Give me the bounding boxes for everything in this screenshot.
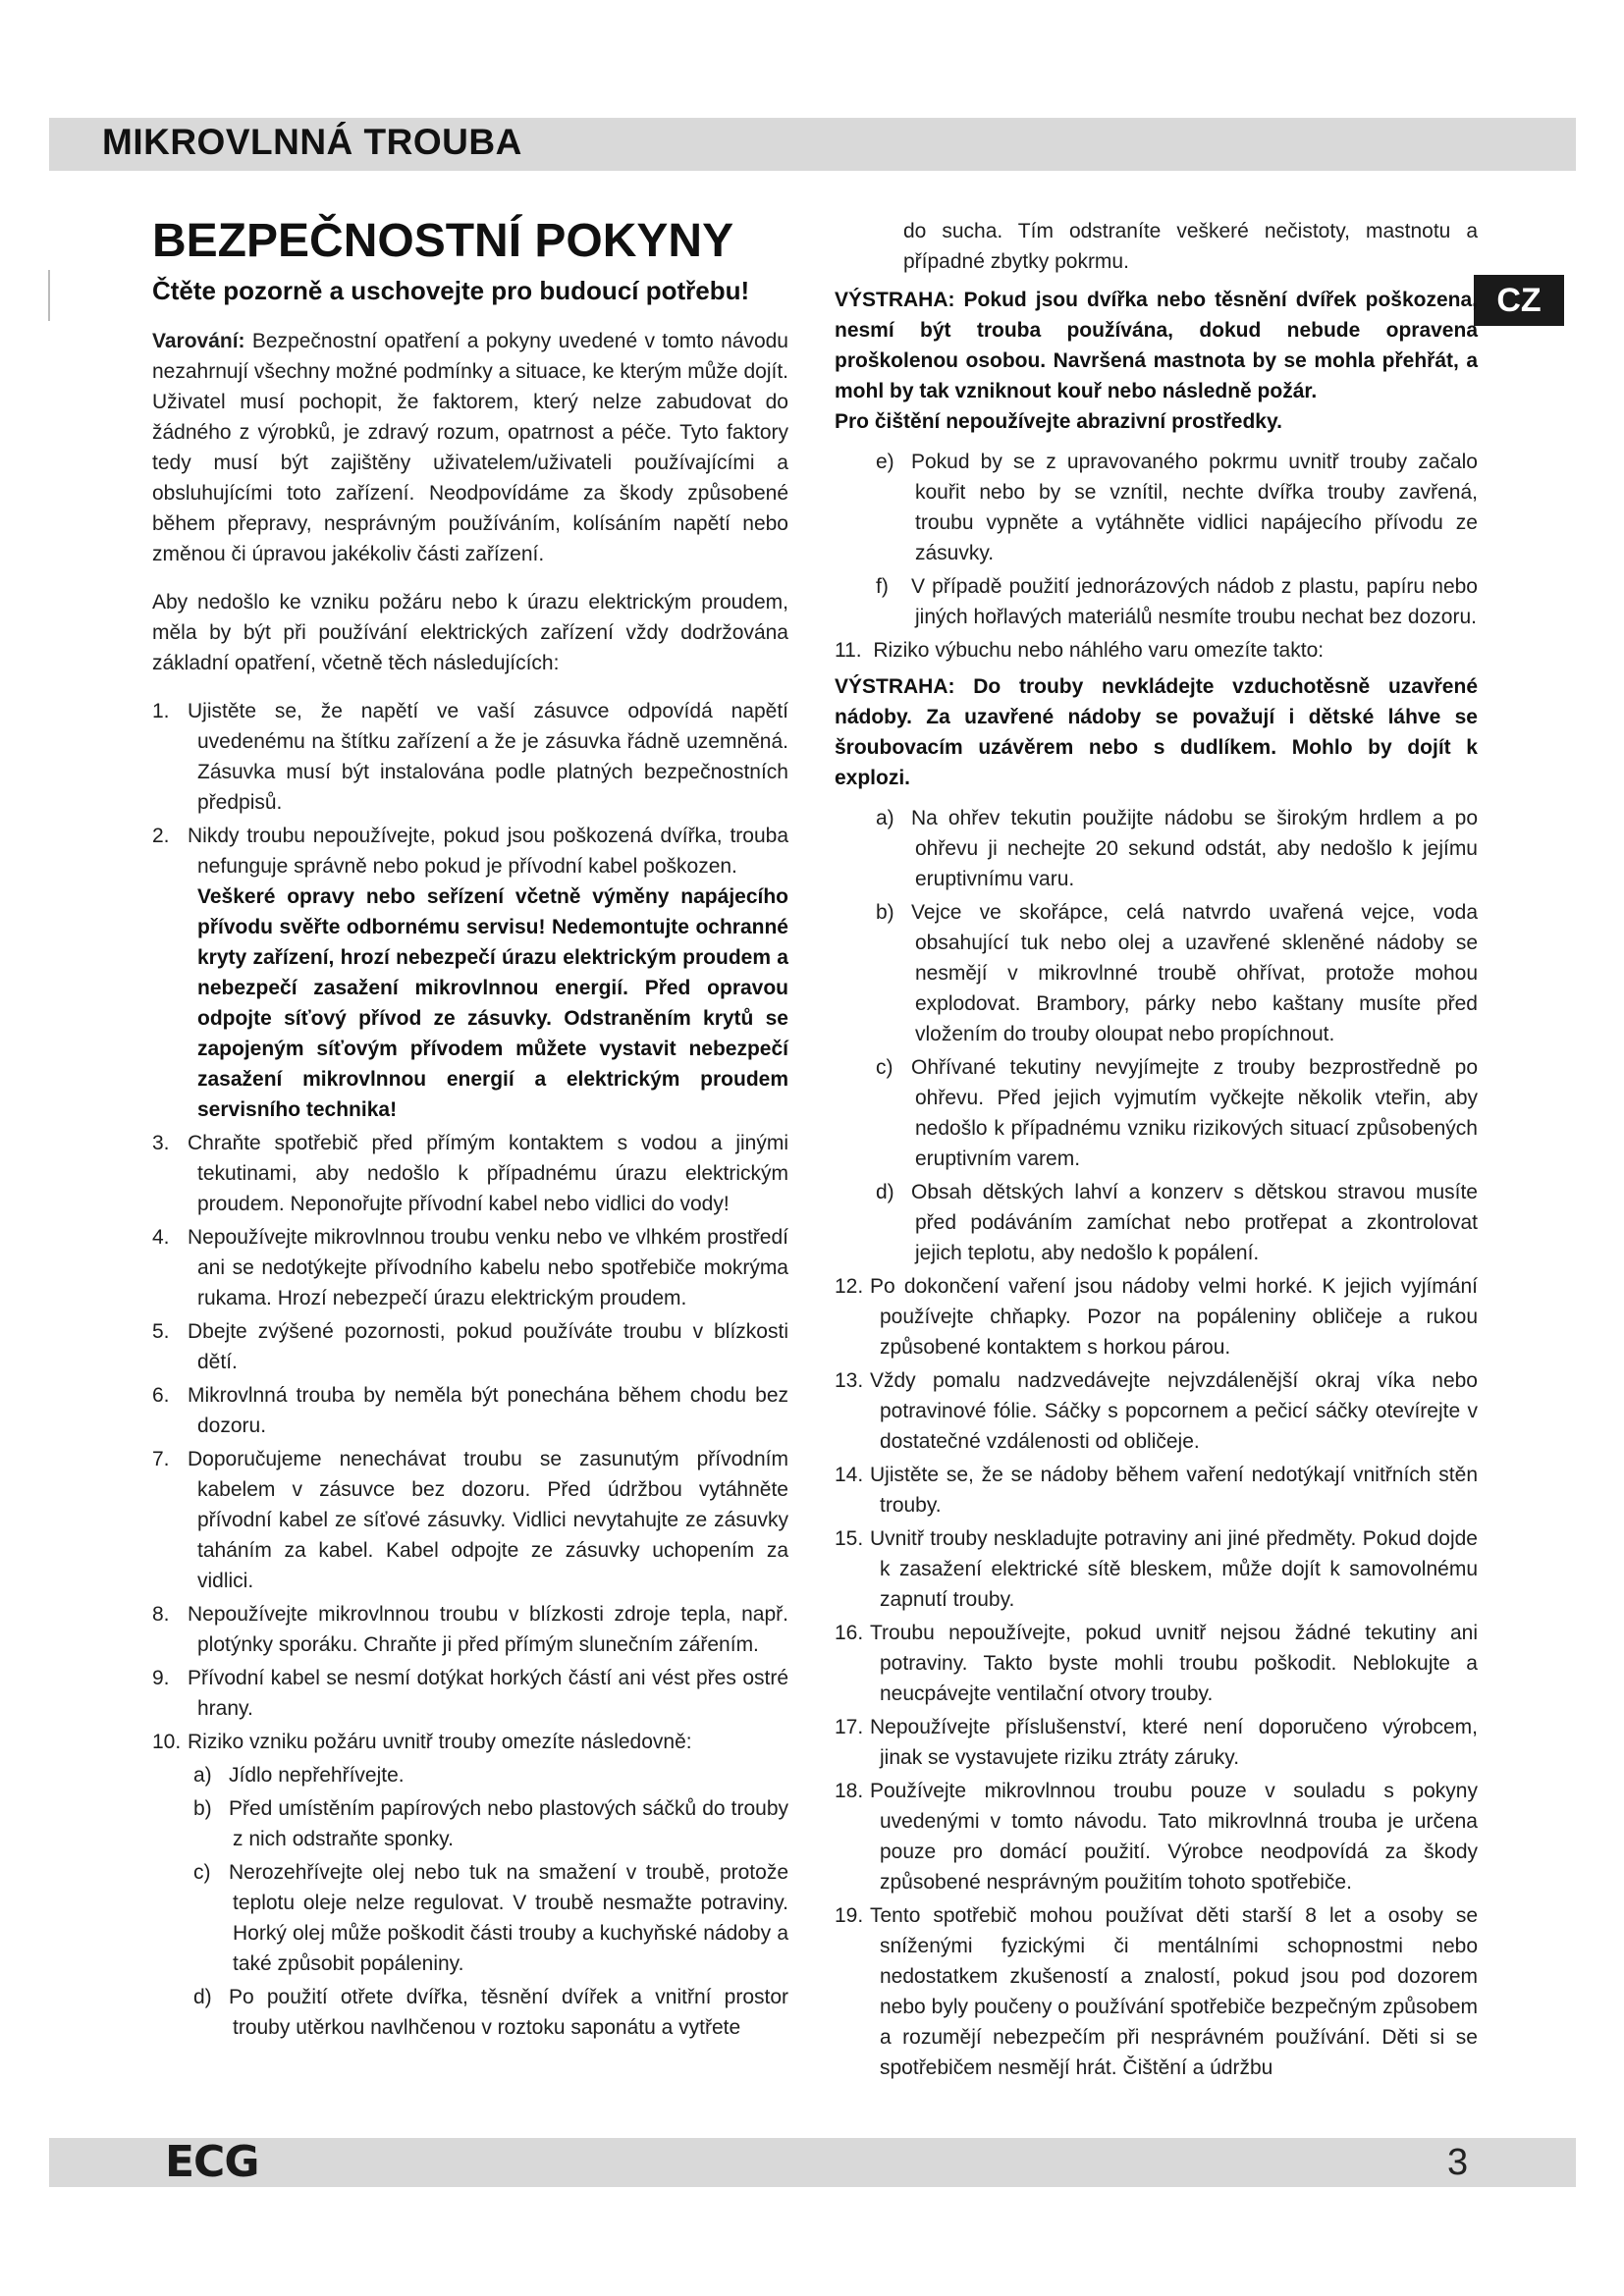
list-item: [152, 696, 788, 818]
item-number: 15.: [835, 1527, 864, 1550]
item-number: 2.: [152, 825, 170, 847]
right-column: [835, 218, 1478, 2086]
item-number: 16.: [835, 1622, 864, 1644]
item-number: 14.: [835, 1464, 864, 1486]
item-number: a): [193, 1764, 212, 1787]
list-item: [152, 1599, 788, 1660]
list-item: [152, 1128, 788, 1219]
sublist-11: [846, 803, 1478, 1268]
item-text: Vejce ve skořápce, celá natvrdo uvařená vejce, voda obsahující tuk nebo olej a uzavřené skleněné nádoby se nesmějí v mikrovlnné troubě ohřívat, protože mohou explodovat. Brambory, párky nebo kaštany musíte před vložením do trouby oloupat nebo propíchnout.: [911, 901, 1478, 1045]
item-text: Troubu nepoužívejte, pokud uvnitř nejsou žádné tekutiny ani potraviny. Takto byste mohli troubu poškodit. Neblokujte a neucpávejte ventilační otvory trouby.: [870, 1622, 1478, 1705]
item-text: Přívodní kabel se nesmí dotýkat horkých částí ani vést přes ostré hrany.: [188, 1667, 788, 1720]
warning-box-1: VÝSTRAHA: Pokud jsou dvířka nebo těsnění dvířek poškozena, nesmí být trouba používána, dokud nebude opravena proškolenou osobou. Navršená mastnota by se mohla přehřát, a mohl by tak vzniknout kouř nebo následně požár.: [835, 289, 1478, 402]
intro-paragraph: Aby nedošlo ke vzniku požáru nebo k úrazu elektrickým proudem, měla by být při používání elektrických zařízení vždy dodržována základní opatření, včetně těch následujících:: [152, 591, 788, 674]
item-text: Pokud by se z upravovaného pokrmu uvnitř trouby začalo kouřit nebo by se vznítil, nechte dvířka trouby zavřená, troubu vypněte a vytáhněte vidlici napájecího přívodu ze zásuvky.: [911, 451, 1478, 564]
item-number: d): [193, 1986, 212, 2008]
header-title: MIKROVLNNÁ TROUBA: [102, 122, 522, 162]
item-text: V případě použití jednorázových nádob z plastu, papíru nebo jiných hořlavých materiálů nesmíte troubu nechat bez dozoru.: [911, 575, 1478, 628]
item-text: Nikdy troubu nepoužívejte, pokud jsou poškozená dvířka, trouba nefunguje správně nebo pokud je přívodní kabel poškozen.: [188, 825, 788, 878]
item-number: b): [876, 901, 894, 924]
sublist-item: [193, 1760, 788, 1790]
ecg-logo: ECG: [165, 2137, 259, 2187]
item-text: Uvnitř trouby neskladujte potraviny ani jiné předměty. Pokud dojde k zasažení elektrické sítě bleskem, může dojít k samovolnému zapnutí trouby.: [870, 1527, 1478, 1611]
list-item: [152, 1222, 788, 1313]
item-number: 12.: [835, 1275, 864, 1298]
list-item: [835, 1900, 1478, 2083]
item-number: c): [876, 1056, 893, 1079]
list-item: [835, 1618, 1478, 1709]
item-number: 17.: [835, 1716, 864, 1738]
item-number: 7.: [152, 1448, 170, 1470]
item-number: 5.: [152, 1320, 170, 1343]
page-title: BEZPEČNOSTNÍ POKYNY: [152, 215, 734, 267]
sublist-item: [876, 1052, 1478, 1174]
item-text: Vždy pomalu nadzvedávejte nejvzdálenější okraj víka nebo potravinové fólie. Sáčky s popcornem a pečicí sáčky otevírejte v dostatečné vzdálenosti od obličeje.: [870, 1369, 1478, 1453]
warning-text: Bezpečnostní opatření a pokyny uvedené v tomto návodu nezahrnují všechny možné podmínky a situace, ke kterým může dojít. Uživatel musí pochopit, že faktorem, který nelze zabudovat do žádného z výrobků, je zdravý rozum, opatrnost a péče. Tyto faktory tedy musí být zajištěny uživatelem/uživateli používajícími a obsluhujícími toto zařízení. Neodpovídáme za škody způsobené během přepravy, nesprávným používáním, kolísáním napětí nebo změnou či úpravou jakékoliv části zařízení.: [152, 330, 788, 565]
safety-list-left: [152, 696, 788, 1757]
item-text: Nepoužívejte příslušenství, které není doporučeno výrobcem, jinak se vystavujete riziku ztráty záruky.: [870, 1716, 1478, 1769]
list-item: [152, 1444, 788, 1596]
safety-list-right: [835, 1271, 1478, 2083]
item-text: Nepoužívejte mikrovlnnou troubu v blízkosti zdroje tepla, např. plotýnky sporáku. Chraňte ji před přímým slunečním zářením.: [188, 1603, 788, 1656]
item-number: e): [876, 451, 894, 473]
warning-label: Varování:: [152, 330, 245, 352]
item-text: Obsah dětských lahví a konzerv s dětskou stravou musíte před podáváním zamíchat nebo protřepat a zkontrolovat jejich teplotu, aby nedošlo k popálení.: [911, 1181, 1478, 1264]
item-number: 8.: [152, 1603, 170, 1626]
list-item: [152, 1380, 788, 1441]
item-text: Doporučujeme nenechávat troubu se zasunutým přívodním kabelem v zásuvce bez dozoru. Před údržbou vytáhněte přívodní kabel ze síťové zásuvky. Vidlici nevytahujte ze zásuvky taháním za kabel. Kabel odpojte ze zásuvky uchopením za vidlici.: [188, 1448, 788, 1592]
item-number: b): [193, 1797, 212, 1820]
item-number: c): [193, 1861, 211, 1884]
item-text: Nepoužívejte mikrovlnnou troubu venku nebo ve vlhkém prostředí ani se nedotýkejte přívodního kabelu nebo spotřebiče mokrýma rukama. Hrozí nebezpečí úrazu elektrickým proudem.: [188, 1226, 788, 1309]
warning-box-2: VÝSTRAHA: Do trouby nevkládejte vzduchotěsně uzavřené nádoby. Za uzavřené nádoby se považují i dětské láhve se šroubovacím uzávěrem nebo s dudlíkem. Mohlo by dojít k explozi.: [835, 675, 1478, 789]
sublist-10: [164, 1760, 788, 2043]
item-number: 4.: [152, 1226, 170, 1249]
sublist-item: [876, 897, 1478, 1049]
item-number: 11.: [835, 639, 862, 662]
list-item: [152, 1316, 788, 1377]
item-number: 9.: [152, 1667, 170, 1689]
sublist-item: [193, 1793, 788, 1854]
item-number: 10.: [152, 1731, 182, 1753]
item-text: Jídlo nepřehřívejte.: [229, 1764, 405, 1787]
list-item: [152, 821, 788, 1125]
sublist-item: [876, 571, 1478, 632]
warning-paragraph: [152, 326, 788, 569]
footer-bar: [49, 2138, 1576, 2187]
item-number: a): [876, 807, 894, 829]
item-text: Mikrovlnná trouba by neměla být ponechána během chodu bez dozoru.: [188, 1384, 788, 1437]
list-item: [835, 1460, 1478, 1521]
item-text: Ujistěte se, že napětí ve vaší zásuvce odpovídá napětí uvedenému na štítku zařízení a že je zásuvka řádně uzemněná. Zásuvka musí být instalována podle platných bezpečnostních předpisů.: [188, 700, 788, 814]
item-number: 19.: [835, 1904, 864, 1927]
item-number: f): [876, 575, 889, 598]
item-text: Tento spotřebič mohou používat děti starší 8 let a osoby se sníženými fyzickými či mentálními schopnostmi nebo nedostatkem zkušeností a znalostí, pokud jsou pod dozorem nebo byly poučeny o používání spotřebiče bezpečným způsobem a rozumějí nebezpečím při nesprávném používání. Děti si se spotřebičem nesmějí hrát. Čištění a údržbu: [870, 1904, 1478, 2079]
list-item: [835, 1523, 1478, 1615]
item-text: Riziko výbuchu nebo náhlého varu omezíte takto:: [873, 639, 1325, 662]
sublist-item: [193, 1982, 788, 2043]
continued-text: do sucha. Tím odstraníte veškeré nečistoty, mastnotu a případné zbytky pokrmu.: [903, 220, 1478, 273]
list-item: [835, 1271, 1478, 1362]
item-text: Nerozehřívejte olej nebo tuk na smažení v troubě, protože teplotu oleje nelze regulovat. V troubě nesmažte potraviny. Horký olej může poškodit části trouby a kuchyňské nádoby a také způsobit popáleniny.: [229, 1861, 788, 1975]
list-item: [835, 1776, 1478, 1897]
item-11: [835, 635, 1478, 666]
item-text: Chraňte spotřebič před přímým kontaktem s vodou a jinými tekutinami, aby nedošlo k případnému úrazu elektrickým proudem. Neponořujte přívodní kabel nebo vidlici do vody!: [188, 1132, 788, 1215]
margin-mark: [48, 270, 50, 321]
warning-abrasive: Pro čištění nepoužívejte abrazivní prostředky.: [835, 410, 1282, 433]
item-number: 6.: [152, 1384, 170, 1407]
item-number: 1.: [152, 700, 170, 722]
sublist-item: [193, 1857, 788, 1979]
item-text: Na ohřev tekutin použijte nádobu se širokým hrdlem a po ohřevu ji nechejte 20 sekund odstát, aby nedošlo k jejímu eruptivnímu varu.: [911, 807, 1478, 890]
list-item: [152, 1663, 788, 1724]
item-text: Ohřívané tekutiny nevyjímejte z trouby bezprostředně po ohřevu. Před jejich vyjmutím vyčkejte několik vteřin, aby nedošlo k případnému vzniku rizikových situací způsobených eruptivním varem.: [911, 1056, 1478, 1170]
sublist-item: [876, 803, 1478, 894]
list-item: [835, 1365, 1478, 1457]
subheading: Čtěte pozorně a uschovejte pro budoucí potřebu!: [152, 276, 750, 305]
sublist-item: [876, 447, 1478, 568]
sublist-item: [876, 1177, 1478, 1268]
item-text: Po dokončení vaření jsou nádoby velmi horké. K jejich vyjímání používejte chňapky. Pozor na popáleniny obličeje a rukou způsobené kontaktem s horkou párou.: [870, 1275, 1478, 1359]
list-item: [835, 1712, 1478, 1773]
item-text: Po použití otřete dvířka, těsnění dvířek a vnitřní prostor trouby utěrkou navlhčenou v roztoku saponátu a vytřete: [229, 1986, 788, 2039]
list-item: [152, 1727, 788, 1757]
language-badge: CZ: [1474, 275, 1564, 326]
sublist-10-cont: [846, 447, 1478, 632]
item-text: Dbejte zvýšené pozornosti, pokud používáte troubu v blízkosti dětí.: [188, 1320, 788, 1373]
item-number: 18.: [835, 1780, 864, 1802]
item-number: 13.: [835, 1369, 864, 1392]
item-number: 3.: [152, 1132, 170, 1154]
page-number: 3: [1447, 2142, 1469, 2183]
item-bold-warning: Veškeré opravy nebo seřízení včetně výměny napájecího přívodu svěřte odbornému servisu! Nedemontujte ochranné kryty zařízení, hrozí nebezpečí úrazu elektrickým proudem a nebezpečí zasažení mikrovlnnou energií. Před opravou odpojte síťový přívod ze zásuvky. Odstraněním krytů se zapojeným síťovým přívodem můžete vystavit nebezpečí zasažení mikrovlnnou energií a elektrickým proudem servisního technika!: [197, 885, 788, 1121]
left-column: [152, 214, 788, 2046]
item-text: Před umístěním papírových nebo plastových sáčků do trouby z nich odstraňte sponky.: [229, 1797, 788, 1850]
item-text: Používejte mikrovlnnou troubu pouze v souladu s pokyny uvedenými v tomto návodu. Tato mikrovlnná trouba je určena pouze pro domácí použití. Výrobce neodpovídá za škody způsobené nesprávným použitím tohoto spotřebiče.: [870, 1780, 1478, 1894]
item-number: d): [876, 1181, 894, 1203]
item-text: Riziko vzniku požáru uvnitř trouby omezíte následovně:: [188, 1731, 692, 1753]
item-text: Ujistěte se, že se nádoby během vaření nedotýkají vnitřních stěn trouby.: [870, 1464, 1478, 1517]
